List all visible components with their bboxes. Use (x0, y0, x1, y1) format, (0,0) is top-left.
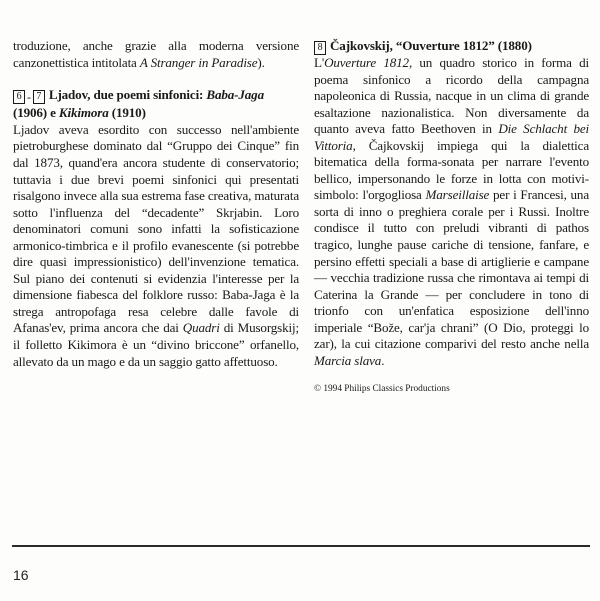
italic-text: Kikimora (58, 105, 109, 121)
italic-text: Marseillaise (425, 187, 490, 203)
italic-text: Ouverture 1812 (324, 55, 409, 70)
text-run: (1906) e (13, 105, 59, 121)
text-run: Ljadov aveva esordito con successo nell'ambiente pietroburghese dominato dal “Gruppo dei Cinque” fin dal 1873, quand'era ancora studente di conservatorio; tuttavia i due brevi poemi sinfonici qui presentati risalgono invece alla sua estrema fase creativa, maturata sotto l'influenza del “decadente” Skrjabin. Loro denominatori comuni sono infatti la sofisticazione armonico-timbrica e il profilo evanescente (si potrebbe dire quasi impressionistico) dell'invenzione tematica. Sul piano dei contenuti si evidenzia l'interesse per la dimensione fiabesca del folklore russo: Baba-Jaga è la strega antropofaga resa celebre dalle favole di Afanas'ev, prima ancora che dai (13, 121, 299, 336)
page-number: 16 (13, 567, 29, 583)
italic-text: A Stranger in Paradise (139, 54, 258, 70)
text-run: per i Francesi, una sorta di inno o preghiera corale per i Russi. Inoltre condisce il tutto con preludi vibranti di pathos tragico, lunghe pause cariche di tensione, fanfare, e persino effetti speciali a base di artiglierie e campane — vecchia tradizione russa che rimontava ai tempi di Caterina la Grande — per concludere in tono di trionfo con un'enfatica esposizione dell'inno imperiale “Bože, car'ja chrani” (O Dio, proteggi lo zar), la cui citazione comparivi del resto anche nella (314, 187, 589, 352)
cajkovskij-body (314, 55, 589, 369)
text-run: L' (314, 55, 325, 70)
intro-paragraph (13, 38, 299, 71)
text-run: di Musorgskij; il folletto Kikimora è un “divino briccone” orfanello, allevato da un mago e da un saggio gatto affettuoso. (13, 320, 299, 369)
italic-text: Marcia slava (314, 352, 382, 368)
text-run: Ljadov, due poemi sinfonici: (48, 87, 207, 103)
cajkovskij-heading (314, 38, 589, 55)
text-run: (1910) (108, 105, 146, 121)
ljadov-body (13, 122, 299, 370)
track-separator: - (27, 89, 31, 104)
text-run: , un quadro storico in forma di poema sinfonico a ricordo della campagna napoleonica di Russia, nacque in un clima di grande esaltazione nazionalistica. Non diversamente da quanto aveva fatto Beethoven in (314, 55, 589, 137)
text-run: ). (257, 54, 265, 70)
heading-text (330, 38, 532, 53)
footer-rule (12, 545, 590, 547)
track-number-box: 7 (33, 90, 45, 104)
left-column (13, 38, 299, 370)
text-run: troduzione, anche grazie alla moderna versione canzonettistica intitolata (13, 38, 299, 70)
track-number-box: 6 (13, 90, 25, 104)
italic-text: Die Schlacht bei Vittoria (314, 121, 590, 153)
italic-text: Baba-Jaga (206, 87, 264, 103)
right-column (314, 38, 589, 405)
heading-text (13, 87, 264, 120)
text-run: . (381, 352, 385, 368)
text-run: , Čajkovskij impiega qui la dialettica bitematica della forma-sonata per narrare l'evento bellico, impersonando le forze in lotta con motivi-simbolo: l'orgogliosa (314, 137, 589, 203)
track-range (13, 89, 45, 106)
italic-text: Quadri (182, 320, 220, 336)
track-number-box: 8 (314, 41, 326, 55)
copyright-notice: © 1994 Philips Classics Productions (314, 384, 450, 395)
ljadov-heading (13, 87, 299, 122)
text-run: Čajkovskij, “Ouverture 1812” (1880) (330, 38, 532, 53)
track-range (314, 41, 326, 55)
